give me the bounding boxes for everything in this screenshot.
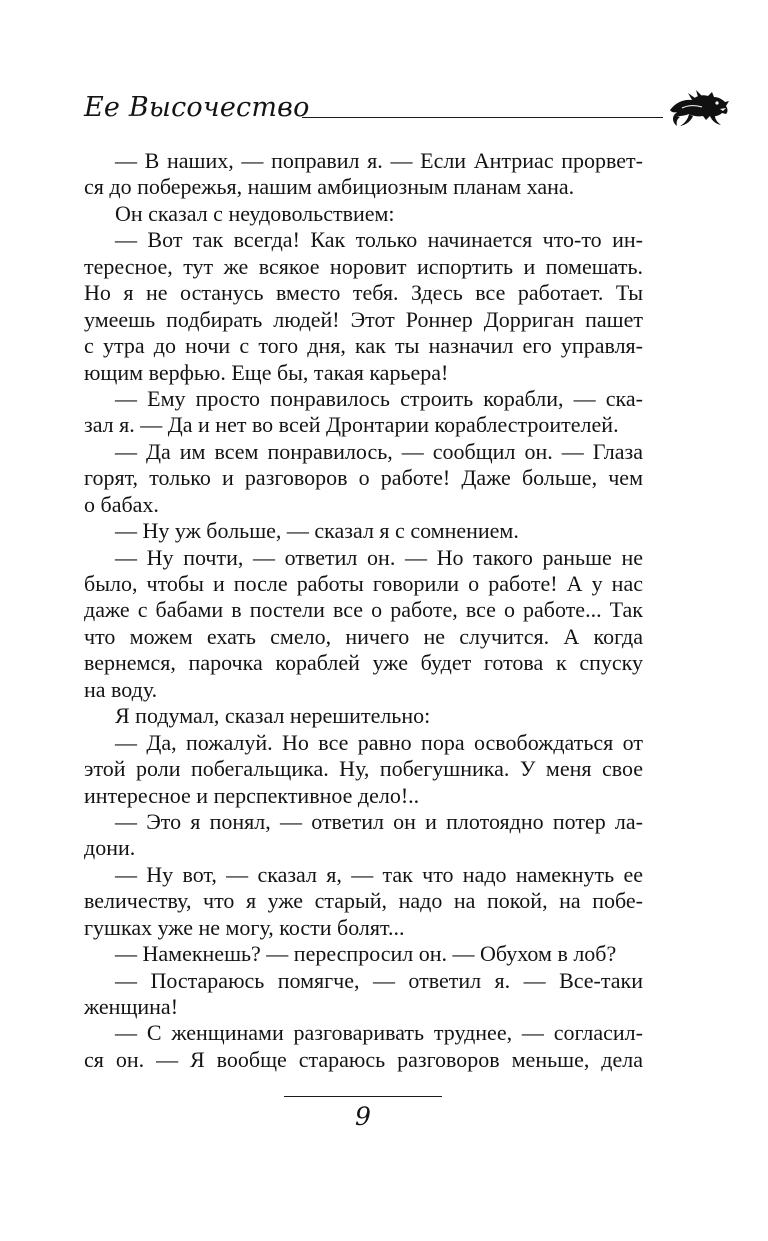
page-number: 9 (355, 1102, 371, 1131)
text-line: интересное и перспективное дело!.. (84, 782, 420, 808)
running-header (84, 86, 648, 134)
body-text (84, 148, 643, 1073)
text-line: что можем ехать смело, ничего не случится. А когда (84, 623, 643, 649)
text-line: — С женщинами разговаривать труднее, — согласил- (115, 1020, 643, 1046)
text-line: ся он. — Я вообще стараюсь разговоров меньше, дела (84, 1046, 643, 1072)
text-line: — Постараюсь помягче, — ответил я. — Все-таки (115, 967, 643, 993)
text-line: — Да, пожалуй. Но все равно пора освобождаться от (115, 729, 643, 755)
text-line: даже с бабами в постели все о работе, все о работе... Так (84, 597, 643, 623)
footer-rule (284, 1096, 442, 1097)
text-line: — Ну почти, — ответил он. — Но такого раньше не (115, 544, 643, 570)
text-line: ющим верфью. Еще бы, такая карьера! (84, 359, 449, 385)
text-line: — Да им всем понравилось, — сообщил он. — Глаза (115, 438, 643, 464)
text-line: — Ему просто понравилось строить корабли, — ска- (115, 385, 643, 411)
text-line: — В наших, — поправил я. — Если Антриас прорвет- (115, 148, 643, 173)
text-line: дони. (84, 835, 136, 861)
text-line: Я подумал, сказал нерешительно: (115, 703, 431, 729)
header-rule (302, 117, 663, 118)
text-line: Он сказал с неудовольствием: (115, 200, 395, 226)
text-line: — Вот так всегда! Как только начинается что-то ин- (115, 227, 643, 253)
text-line: тересное, тут же всякое норовит испортить и помешать. (84, 253, 643, 279)
text-line: Но я не останусь вместо тебя. Здесь все работает. Ты (84, 280, 643, 306)
text-line: этой роли побегальщика. Ну, побегушника. У меня свое (84, 756, 643, 782)
text-line: женщина! (84, 994, 179, 1019)
text-line: — Это я понял, — ответил он и плотоядно потер ла- (115, 808, 643, 834)
text-line: на воду. (84, 676, 158, 702)
text-line: ся до побережья, нашим амбициозным планам хана. (84, 174, 575, 200)
text-line: гушках уже не могу, кости болят... (84, 914, 405, 940)
text-line: вернемся, парочка кораблей уже будет готова к спуску (84, 650, 643, 676)
text-line: было, чтобы и после работы говорили о работе! А у нас (84, 571, 643, 596)
text-line: — Ну уж больше, — сказал я с сомнением. (115, 518, 519, 544)
text-line: зал я. — Да и нет во всей Дронтарии кораблестроителей. (84, 412, 619, 438)
text-line: величеству, что я уже старый, надо на покой, на побе- (84, 888, 643, 914)
text-line: умеешь подбирать людей! Этот Роннер Дорриган пашет (84, 306, 643, 332)
text-line: с утра до ночи с того дня, как ты назначил его управля- (84, 333, 643, 359)
text-line: горят, только и разговоров о работе! Даже больше, чем (84, 465, 643, 491)
book-title: Ее Высочество (84, 92, 310, 123)
text-line: о бабах. (84, 491, 159, 517)
text-line: — Намекнешь? — переспросил он. — Обухом в лоб? (115, 941, 617, 967)
text-line: — Ну вот, — сказал я, — так что надо намекнуть ее (115, 861, 643, 887)
dragon-icon (668, 88, 730, 130)
